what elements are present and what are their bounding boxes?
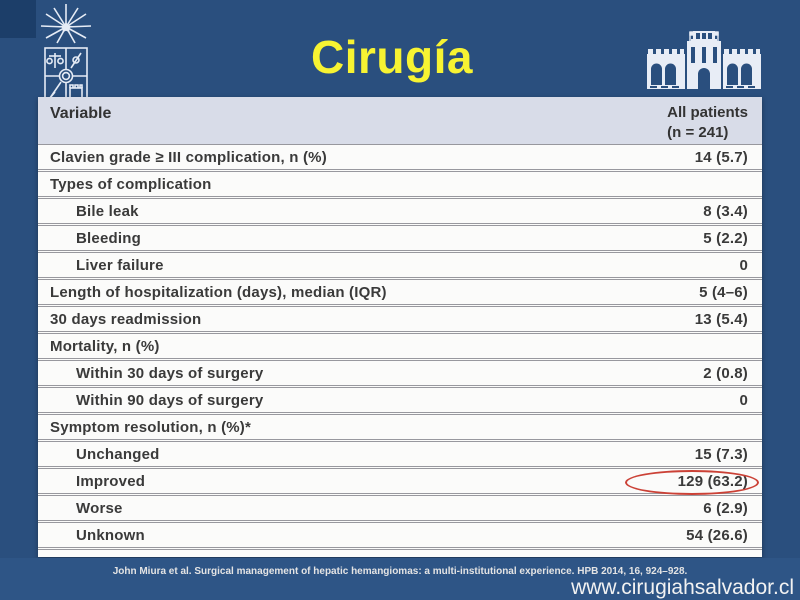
table-row bbox=[38, 334, 762, 361]
row-value: 0 bbox=[739, 256, 748, 274]
table-row bbox=[38, 469, 762, 496]
row-value: 6 (2.9) bbox=[703, 499, 748, 517]
row-label: Worse bbox=[76, 499, 123, 517]
column-header-all-patients bbox=[667, 103, 748, 144]
table-row bbox=[38, 172, 762, 199]
all-patients-line2: (n = 241) bbox=[667, 124, 729, 142]
row-label: Bile leak bbox=[76, 202, 139, 220]
table-row bbox=[38, 442, 762, 469]
table-row bbox=[38, 523, 762, 550]
table-row bbox=[38, 253, 762, 280]
row-label: Types of complication bbox=[50, 175, 212, 193]
row-value: 13 (5.4) bbox=[694, 310, 748, 328]
row-value: 2 (0.8) bbox=[703, 364, 748, 382]
row-label: 30 days readmission bbox=[50, 310, 202, 328]
table-row bbox=[38, 415, 762, 442]
table-header-row bbox=[38, 97, 762, 145]
row-label: Within 30 days of surgery bbox=[76, 364, 264, 382]
row-label: Bleeding bbox=[76, 229, 141, 247]
row-label: Unchanged bbox=[76, 445, 160, 463]
website-link[interactable]: www.cirugiahsalvador.cl bbox=[571, 576, 794, 599]
row-value: 15 (7.3) bbox=[694, 445, 748, 463]
row-label: Improved bbox=[76, 472, 146, 490]
row-value: 129 (63.2) bbox=[677, 472, 748, 490]
all-patients-line1: All patients bbox=[667, 104, 748, 121]
table-row bbox=[38, 496, 762, 523]
slide-title: Cirugía bbox=[311, 31, 473, 83]
row-label: Mortality, n (%) bbox=[50, 337, 160, 355]
column-header-variable: Variable bbox=[50, 105, 112, 122]
table-row bbox=[38, 199, 762, 226]
row-label: Liver failure bbox=[76, 256, 164, 274]
row-value: 0 bbox=[739, 391, 748, 409]
row-label: Symptom resolution, n (%)* bbox=[50, 418, 252, 436]
hospital-building-icon bbox=[645, 27, 763, 91]
row-label: Unknown bbox=[76, 526, 145, 544]
row-value: 5 (4–6) bbox=[699, 283, 748, 301]
table-row bbox=[38, 361, 762, 388]
row-value: 14 (5.7) bbox=[694, 148, 748, 166]
row-label: Length of hospitalization (days), median (IQR) bbox=[50, 283, 387, 301]
row-value: 5 (2.2) bbox=[703, 229, 748, 247]
row-label: Within 90 days of surgery bbox=[76, 391, 264, 409]
table-row bbox=[38, 226, 762, 253]
footer-band bbox=[0, 558, 800, 600]
citation-text: John Miura et al. Surgical management of hepatic hemangiomas: a multi-institutional experience. HPB 2014, 16, 924–928. bbox=[112, 566, 688, 577]
table-row bbox=[38, 145, 762, 172]
table-row bbox=[38, 388, 762, 415]
table-body bbox=[38, 145, 762, 550]
row-value: 8 (3.4) bbox=[703, 202, 748, 220]
table-row bbox=[38, 280, 762, 307]
table-row bbox=[38, 307, 762, 334]
row-label: Clavien grade ≥ III complication, n (%) bbox=[50, 148, 327, 166]
row-value: 54 (26.6) bbox=[686, 526, 748, 544]
results-table bbox=[38, 97, 762, 557]
